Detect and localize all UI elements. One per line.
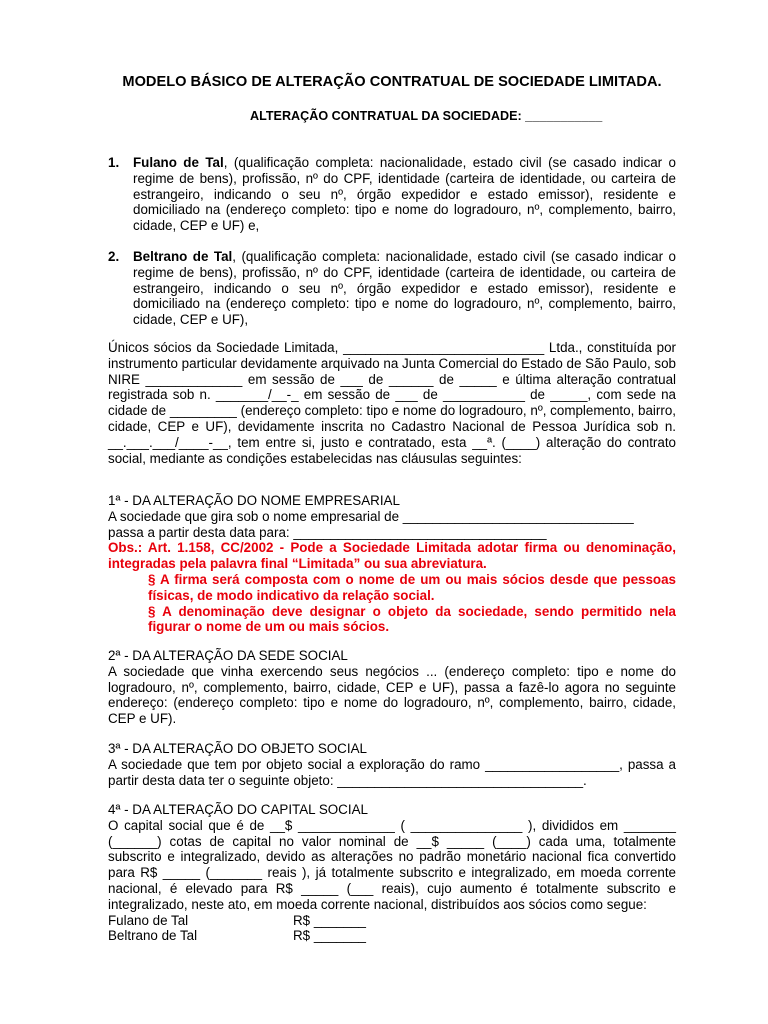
partner-1-number: 1. [108,155,120,170]
clause-4-heading: 4ª - DA ALTERAÇÃO DO CAPITAL SOCIAL [108,802,368,817]
clause-1-obs-denominacao: § A denominação deve designar o objeto da sociedade, sendo permitido nela figurar o nome de um ou mais sócios. [148,603,676,635]
document-title: MODELO BÁSICO DE ALTERAÇÃO CONTRATUAL DE SOCIEDADE LIMITADA. [122,74,662,90]
share-row-value: R$ _______ [293,912,366,928]
clause-1-obs-firma: § A firma será composta com o nome de um ou mais sócios desde que pessoas físicas, de modo indicativo da relação social. [148,571,676,603]
share-row [108,928,676,944]
clause-2-section [108,648,676,727]
partner-2-qualification: , (qualificação completa: nacionalidade, estado civil (se casado indicar o regime de bens), profissão, nº do CPF, identidade (carteira de identidade, ou carteira de estrangeiro, indicando o seu nº, órgão expedidor e estado emissor), residente e domiciliado na (endereço completo: tipo e nome do logradouro, nº, complemento, bairro, cidade, CEP e UF), [133,249,676,328]
clause-2-heading: 2ª - DA ALTERAÇÃO DA SEDE SOCIAL [108,648,348,663]
share-row-name: Fulano de Tal [108,912,189,928]
share-row-value: R$ _______ [293,928,366,944]
partner-2-name: Beltrano de Tal [133,249,233,264]
share-row [108,913,676,929]
clause-1-heading: 1ª - DA ALTERAÇÃO DO NOME EMPRESARIAL [108,493,400,508]
clause-1-obs: Obs.: Art. 1.158, CC/2002 - Pode a Sociedade Limitada adotar firma ou denominação, integradas pela palavra final “Limitada” ou sua abreviatura. [108,540,676,572]
clause-4-text: O capital social que é de __$ _____________ ( _______________ ), divididos em _______ (______) cotas de capital no valor nominal de __$ _____ (____) cada uma, totalmente subscrito e integralizado, devido as alterações no padrão monetário nacional fica convertido para R$ _____ (_______ reais ), já totalmente subscrito e integralizado, em moeda corrente nacional, é elevado para R$ _____ (___ reais), cujo aumento é totalmente subscrito e integralizado, neste ato, em moeda corrente nacional, distribuídos aos sócios como segue: [108,817,676,912]
partner-1-paragraph [133,155,676,234]
clause-1-section [108,493,676,635]
clause-3-section [108,741,676,788]
clause-3-heading: 3ª - DA ALTERAÇÃO DO OBJETO SOCIAL [108,741,367,756]
partner-1-qualification: , (qualificação completa: nacionalidade, estado civil (se casado indicar o regime de bens), profissão, nº do CPF, identidade (carteira de identidade, ou carteira de estrangeiro, indicando o seu nº, órgão expedidor e estado emissor), residente e domiciliado na (endereço completo: tipo e nome do logradouro, nº, complemento, bairro, cidade, CEP e UF) e, [133,155,677,234]
partner-2-number: 2. [108,249,120,264]
clause-2-text: A sociedade que vinha exercendo seus negócios ... (endereço completo: tipo e nome do logradouro, nº, complemento, bairro, cidade, CEP e UF), passa a fazê-lo agora no seguinte endereço: (endereço completo: tipo e nome do logradouro, nº, complemento, bairro, cidade, CEP e UF). [108,663,676,727]
partner-2-paragraph [133,249,676,328]
clause-1-line-2: passa a partir desta data para: __________________________________ [108,524,547,540]
partner-1-name: Fulano de Tal [133,155,224,170]
clause-1-line-1: A sociedade que gira sob o nome empresarial de _______________________________ [108,508,634,524]
intro-paragraph: Únicos sócios da Sociedade Limitada, ___________________________ Ltda., constituída por instrumento particular devidamente arquivado na Junta Comercial do Estado de São Paulo, sob NIRE _____________ em sessão de ___ de ______ de _____ e última alteração contratual registrada sob n. _______/__-_ em sessão de ___ de ___________ de _____, com sede na cidade de _________ (endereço completo: tipo e nome do logradouro, nº, complemento, bairro, cidade, CEP e UF), devidamente inscrita no Cadastro Nacional de Pessoa Jurídica sob n. __.___.___/____-__, tem entre si, justo e contratado, esta __ª. (____) alteração do contrato social, mediante as condições estabelecidas nas cláusulas seguintes: [108,340,676,466]
clause-3-text: A sociedade que tem por objeto social a exploração do ramo __________________, passa a partir desta data ter o seguinte objeto: _________________________________. [108,756,676,788]
share-row-name: Beltrano de Tal [108,928,198,944]
document-subtitle: ALTERAÇÃO CONTRATUAL DA SOCIEDADE: ___________ [250,109,603,123]
clause-4-section [108,802,676,944]
